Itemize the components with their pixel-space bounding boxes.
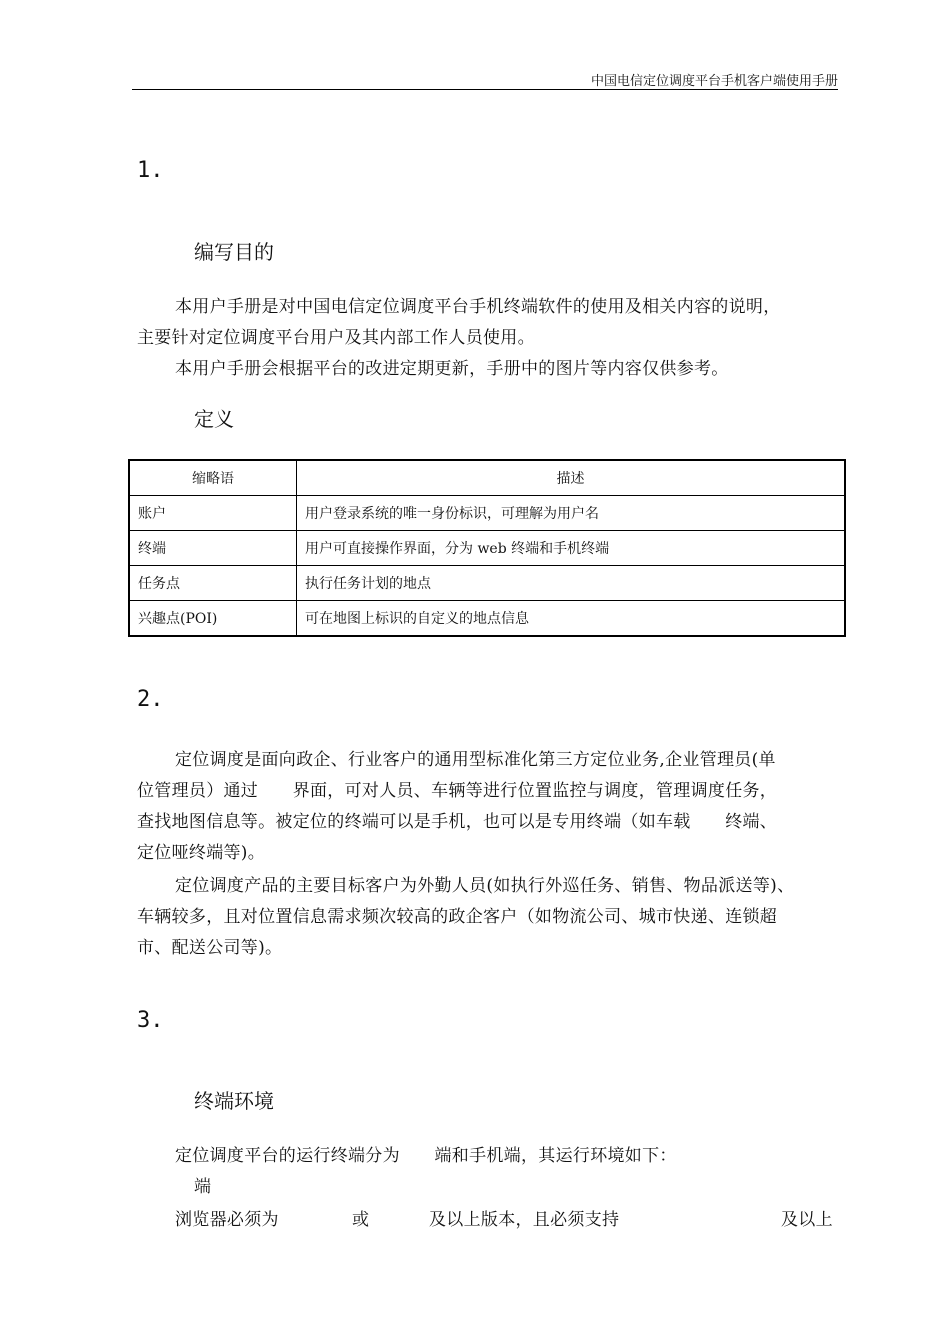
overview-line-2: 位管理员）通过 界面，可对人员、车辆等进行位置监控与调度，管理调度任务， — [137, 781, 778, 801]
definition-table — [128, 459, 846, 637]
table-row — [129, 601, 845, 637]
running-header: 中国电信定位调度平台手机客户端使用手册 — [590, 74, 838, 89]
table-cell-term: 终端 — [129, 531, 297, 566]
overview-line-6: 车辆较多，且对位置信息需求频次较高的政企客户（如物流公司、城市快递、连锁超 — [137, 907, 778, 927]
browser-req-part-2: 或 — [352, 1210, 370, 1230]
purpose-line-1: 本用户手册是对中国电信定位调度平台手机终端软件的使用及相关内容的说明， — [175, 297, 781, 317]
env-intro: 定位调度平台的运行终端分为 端和手机端，其运行环境如下： — [175, 1146, 677, 1166]
table-cell-desc: 用户可直接操作界面，分为 web 终端和手机终端 — [297, 531, 846, 566]
header-rule — [132, 89, 838, 90]
overview-line-1: 定位调度是面向政企、行业客户的通用型标准化第三方定位业务,企业管理员(单 — [175, 750, 776, 770]
overview-line-7: 市、配送公司等)。 — [137, 938, 283, 958]
env-heading: 终端环境 — [194, 1089, 274, 1113]
table-cell-desc: 用户登录系统的唯一身份标识，可理解为用户名 — [297, 496, 846, 531]
table-header-row — [129, 460, 845, 496]
purpose-line-3: 本用户手册会根据平台的改进定期更新，手册中的图片等内容仅供参考。 — [175, 359, 729, 379]
purpose-line-2: 主要针对定位调度平台用户及其内部工作人员使用。 — [137, 328, 535, 348]
overview-line-4: 定位哑终端等)。 — [137, 843, 266, 863]
table-cell-term: 任务点 — [129, 566, 297, 601]
table-cell-term: 账户 — [129, 496, 297, 531]
table-row — [129, 566, 845, 601]
table-header-abbr: 缩略语 — [129, 460, 297, 496]
section-1-number: 1. — [137, 158, 164, 183]
table-header-desc: 描述 — [297, 460, 846, 496]
env-sub-label: 端 — [194, 1177, 212, 1197]
section-3-number: 3. — [137, 1008, 164, 1033]
purpose-heading: 编写目的 — [194, 240, 274, 264]
definition-heading: 定义 — [194, 407, 234, 431]
table-row — [129, 496, 845, 531]
browser-req-part-4: 及以上 — [781, 1210, 833, 1230]
browser-req-part-1: 浏览器必须为 — [175, 1210, 279, 1230]
table-row — [129, 531, 845, 566]
browser-req-part-3: 及以上版本，且必须支持 — [429, 1210, 620, 1230]
section-2-number: 2. — [137, 687, 164, 712]
table-cell-desc: 可在地图上标识的自定义的地点信息 — [297, 601, 846, 637]
overview-line-5: 定位调度产品的主要目标客户为外勤人员(如执行外巡任务、销售、物品派送等)、 — [175, 876, 795, 896]
table-cell-desc: 执行任务计划的地点 — [297, 566, 846, 601]
overview-line-3: 查找地图信息等。被定位的终端可以是手机，也可以是专用终端（如车载 终端、 — [137, 812, 778, 832]
table-cell-term: 兴趣点(POI) — [129, 601, 297, 637]
